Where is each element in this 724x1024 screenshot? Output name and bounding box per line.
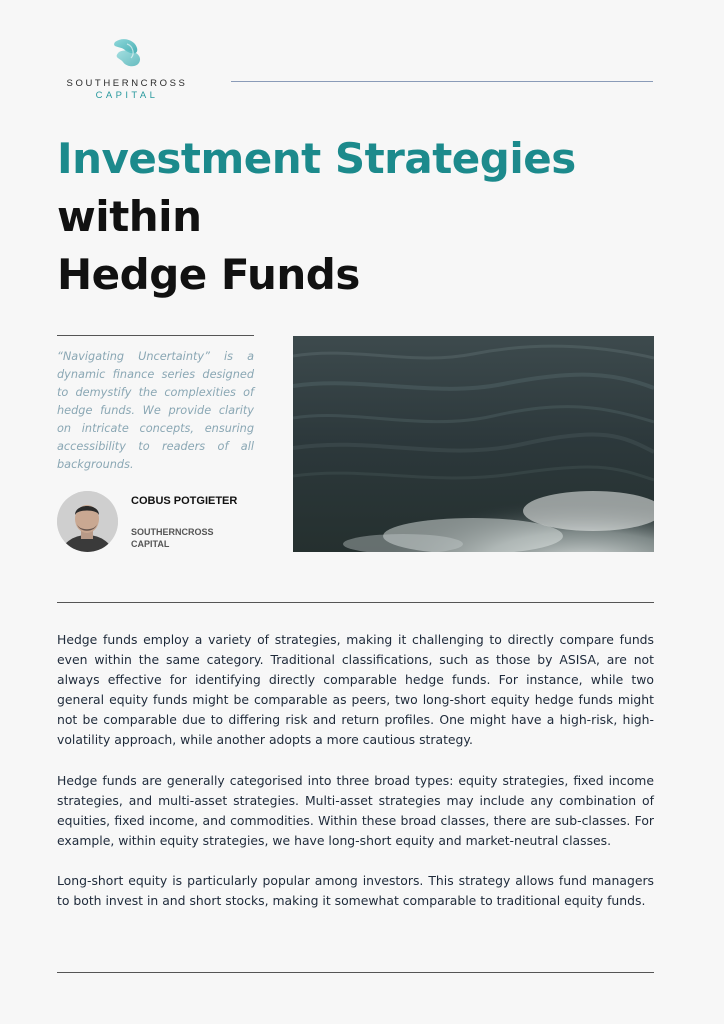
header-divider (231, 81, 653, 82)
body-top-divider (57, 602, 654, 603)
author-avatar (57, 491, 118, 552)
article-body (57, 630, 654, 931)
ocean-photo (293, 336, 654, 552)
intro-divider (57, 335, 254, 336)
avatar-portrait-icon (57, 491, 118, 552)
page-title (57, 130, 576, 304)
body-paragraph-2: Hedge funds are generally categorised into three broad types: equity strategies, fixed income strategies, and multi-asset strategies. Multi-asset strategies may include any combination of equities, fixed income, and commodities. Within these broad classes, there are sub-classes. For example, within equity strategies, we have long-short equity and market-neutral classes. (57, 772, 654, 848)
brand-name-line1: SOUTHERNCROSS (66, 78, 188, 89)
author-organisation: SOUTHERNCROSS CAPITAL (131, 527, 214, 549)
title-line-3: Hedge Funds (57, 250, 360, 299)
body-paragraph-1: Hedge funds employ a variety of strategies, making it challenging to directly compare funds even within the same category. Traditional classifications, such as those by ASISA, are not always effective for identifying directly comparable hedge funds. For instance, while two general equity funds might be comparable as peers, two long-short equity hedge funds might not be comparable due to differing risk and return profiles. One might have a high-risk, high-volatility approach, while another adopts a more cautious strategy. (57, 632, 654, 748)
title-line-2: within (57, 192, 202, 241)
brand-name-line2: CAPITAL (95, 90, 159, 101)
body-bottom-divider (57, 972, 654, 973)
logo-mark-icon (107, 36, 147, 72)
author-block (57, 491, 257, 553)
brand-logo (62, 36, 192, 102)
author-name: COBUS POTGIETER (131, 495, 238, 507)
ocean-waves-icon (293, 336, 654, 552)
title-line-1: Investment Strategies (57, 134, 576, 183)
intro-blurb: “Navigating Uncertainty” is a dynamic finance series designed to demystify the complexities of hedge funds. We provide clarity on intricate concepts, ensuring accessibility to readers of all backgrounds. (57, 350, 254, 471)
body-paragraph-3: Long-short equity is particularly popular among investors. This strategy allows fund managers to both invest in and short stocks, making it somewhat comparable to traditional equity funds. (57, 872, 654, 909)
